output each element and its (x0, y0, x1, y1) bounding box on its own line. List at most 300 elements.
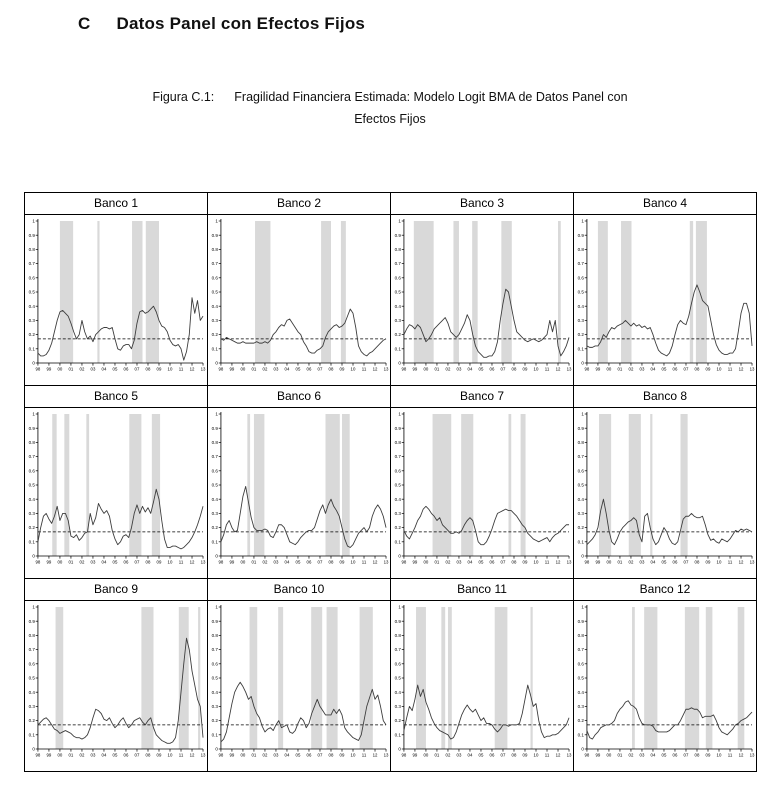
x-tick-label: 99 (595, 366, 601, 372)
x-tick-label: 03 (273, 366, 279, 372)
y-tick-label: 0.9 (211, 618, 218, 624)
x-tick-label: 06 (672, 752, 678, 758)
chart-canvas (574, 601, 756, 771)
y-tick-label: 0 (398, 553, 401, 559)
y-tick-label: 0.8 (394, 246, 401, 253)
x-tick-label: 05 (295, 559, 301, 565)
y-tick-label: 0 (398, 746, 401, 752)
chart-panel (391, 215, 574, 385)
x-tick-label: 02 (79, 752, 85, 758)
y-tick-label: 0.3 (28, 510, 35, 517)
x-tick-label: 13 (566, 752, 572, 758)
x-tick-label: 10 (350, 559, 356, 565)
shaded-band (129, 414, 141, 556)
x-tick-label: 09 (522, 366, 528, 372)
y-tick-label: 0.1 (211, 346, 218, 352)
y-tick-label: 0.6 (211, 661, 218, 667)
x-tick-label: 08 (145, 366, 151, 372)
shaded-band (441, 607, 445, 749)
x-tick-label: 99 (595, 752, 601, 758)
x-tick-label: 08 (694, 366, 700, 372)
x-tick-label: 04 (101, 366, 107, 372)
x-tick-label: 10 (533, 752, 539, 758)
x-tick-label: 10 (167, 559, 173, 565)
x-tick-label: 98 (584, 752, 590, 758)
figure-caption (24, 86, 756, 130)
x-tick-label: 11 (727, 366, 733, 372)
x-tick-label: 12 (738, 752, 744, 758)
y-tick-label: 0.8 (577, 439, 584, 446)
shaded-band (146, 221, 159, 363)
fragility-series (587, 285, 752, 356)
y-tick-label: 1 (398, 604, 401, 610)
x-tick-label: 12 (372, 752, 378, 758)
y-tick-label: 0.6 (577, 661, 584, 667)
x-tick-label: 05 (478, 559, 484, 565)
shaded-band (152, 414, 160, 556)
x-tick-label: 12 (555, 752, 561, 758)
y-tick-label: 1 (215, 604, 218, 610)
x-tick-label: 04 (467, 366, 473, 372)
x-tick-label: 01 (251, 559, 257, 565)
x-tick-label: 08 (328, 559, 334, 565)
chart-canvas (208, 408, 390, 578)
shaded-band (448, 607, 452, 749)
x-tick-label: 03 (456, 752, 462, 758)
x-tick-label: 04 (284, 559, 290, 565)
y-tick-label: 0.4 (394, 689, 401, 695)
fragility-series (587, 499, 752, 544)
x-tick-label: 05 (112, 559, 118, 565)
x-tick-label: 08 (511, 559, 517, 565)
y-tick-label: 0.5 (577, 675, 584, 681)
x-tick-label: 06 (489, 752, 495, 758)
y-tick-label: 0.9 (28, 618, 35, 624)
y-tick-label: 0.9 (394, 618, 401, 624)
y-tick-label: 0.8 (28, 439, 35, 446)
y-tick-label: 0 (32, 360, 35, 366)
x-tick-label: 09 (339, 366, 345, 372)
y-tick-label: 0.5 (28, 482, 35, 488)
x-tick-label: 00 (423, 366, 429, 372)
y-tick-label: 0.2 (211, 525, 218, 531)
x-tick-label: 05 (661, 366, 667, 372)
x-tick-label: 99 (595, 559, 601, 565)
x-tick-label: 09 (705, 559, 711, 565)
shaded-band (599, 414, 611, 556)
shaded-band (311, 607, 322, 749)
x-tick-label: 06 (489, 559, 495, 565)
y-tick-label: 0.5 (394, 289, 401, 295)
y-tick-label: 0.7 (577, 261, 584, 267)
panel-title: Banco 1 (25, 192, 208, 215)
y-tick-label: 1 (398, 218, 401, 224)
x-tick-label: 03 (90, 752, 96, 758)
x-tick-label: 98 (218, 559, 224, 565)
x-tick-label: 13 (200, 559, 206, 565)
shaded-band (472, 221, 477, 363)
x-tick-label: 02 (79, 559, 85, 565)
fragility-series (404, 506, 569, 544)
chart-panel (25, 601, 208, 771)
panel-title: Banco 2 (208, 192, 391, 215)
y-tick-label: 0.9 (394, 425, 401, 431)
x-tick-label: 00 (57, 752, 63, 758)
shaded-band (690, 221, 693, 363)
x-tick-label: 02 (79, 366, 85, 372)
x-tick-label: 03 (456, 366, 462, 372)
x-tick-label: 98 (218, 366, 224, 372)
x-tick-label: 99 (412, 752, 418, 758)
x-tick-label: 02 (262, 559, 268, 565)
y-tick-label: 0.8 (211, 632, 218, 639)
shaded-band (706, 607, 713, 749)
y-tick-label: 0.2 (394, 718, 401, 724)
section-heading (78, 14, 365, 34)
shaded-band (60, 221, 73, 363)
shaded-band (453, 221, 458, 363)
x-tick-label: 09 (339, 559, 345, 565)
y-tick-label: 0.4 (28, 496, 35, 502)
shaded-band (501, 221, 511, 363)
x-tick-label: 98 (401, 366, 407, 372)
y-tick-label: 0.2 (577, 525, 584, 531)
x-tick-label: 99 (229, 366, 235, 372)
x-tick-label: 01 (251, 366, 257, 372)
y-tick-label: 0.8 (28, 632, 35, 639)
y-tick-label: 0.5 (394, 482, 401, 488)
x-tick-label: 13 (200, 366, 206, 372)
y-tick-label: 0 (581, 746, 584, 752)
y-tick-label: 0.4 (28, 689, 35, 695)
x-tick-label: 09 (339, 752, 345, 758)
y-tick-label: 0.3 (28, 317, 35, 324)
shaded-band (325, 414, 339, 556)
shaded-band (247, 414, 250, 556)
y-tick-label: 0.7 (577, 647, 584, 653)
y-tick-label: 1 (32, 604, 35, 610)
y-tick-label: 0.9 (577, 425, 584, 431)
y-tick-label: 0.8 (577, 632, 584, 639)
x-tick-label: 11 (361, 752, 367, 758)
y-tick-label: 1 (32, 411, 35, 417)
y-tick-label: 0.7 (211, 647, 218, 653)
x-tick-label: 09 (156, 366, 162, 372)
x-tick-label: 10 (350, 366, 356, 372)
y-tick-label: 0.6 (211, 275, 218, 281)
shaded-band (179, 607, 189, 749)
section-letter: C (78, 14, 91, 33)
y-tick-label: 0 (581, 553, 584, 559)
y-tick-label: 0.1 (28, 346, 35, 352)
x-tick-label: 05 (661, 752, 667, 758)
y-tick-label: 0.8 (211, 246, 218, 253)
shaded-band (558, 221, 561, 363)
x-tick-label: 05 (112, 752, 118, 758)
shaded-band (327, 607, 338, 749)
y-tick-label: 0.2 (211, 332, 218, 338)
y-tick-label: 0.5 (211, 289, 218, 295)
y-tick-label: 0 (32, 553, 35, 559)
x-tick-label: 11 (178, 559, 184, 565)
y-tick-label: 0.2 (28, 718, 35, 724)
shaded-band (632, 607, 635, 749)
x-tick-label: 01 (251, 752, 257, 758)
x-tick-label: 00 (606, 366, 612, 372)
x-tick-label: 07 (500, 559, 506, 565)
x-tick-label: 10 (716, 559, 722, 565)
y-tick-label: 0 (398, 360, 401, 366)
x-tick-label: 10 (533, 366, 539, 372)
y-tick-label: 0.5 (28, 675, 35, 681)
x-tick-label: 00 (57, 559, 63, 565)
y-tick-label: 0.2 (577, 718, 584, 724)
x-tick-label: 08 (511, 752, 517, 758)
x-tick-label: 04 (284, 366, 290, 372)
y-tick-label: 0.3 (394, 317, 401, 324)
chart-canvas (574, 215, 756, 385)
y-tick-label: 0.5 (28, 289, 35, 295)
y-tick-label: 0.6 (211, 468, 218, 474)
x-tick-label: 07 (500, 366, 506, 372)
panel-title: Banco 4 (574, 192, 757, 215)
y-tick-label: 0 (215, 746, 218, 752)
x-tick-label: 06 (306, 752, 312, 758)
x-tick-label: 03 (90, 559, 96, 565)
y-tick-label: 0 (32, 746, 35, 752)
x-tick-label: 12 (189, 752, 195, 758)
x-tick-label: 09 (522, 559, 528, 565)
x-tick-label: 09 (705, 366, 711, 372)
chart-canvas (25, 215, 207, 385)
x-tick-label: 13 (749, 559, 755, 565)
x-tick-label: 06 (306, 366, 312, 372)
x-tick-label: 00 (606, 752, 612, 758)
x-tick-label: 07 (500, 752, 506, 758)
x-tick-label: 10 (716, 366, 722, 372)
x-tick-label: 02 (445, 752, 451, 758)
y-tick-label: 0.3 (577, 317, 584, 324)
chart-canvas (391, 215, 573, 385)
y-tick-label: 0.7 (28, 647, 35, 653)
y-tick-label: 0.4 (211, 496, 218, 502)
x-tick-label: 13 (749, 366, 755, 372)
y-tick-label: 0.5 (394, 675, 401, 681)
x-tick-label: 01 (434, 752, 440, 758)
y-tick-label: 0.6 (28, 275, 35, 281)
x-tick-label: 00 (423, 559, 429, 565)
x-tick-label: 03 (273, 559, 279, 565)
panel-title: Banco 10 (208, 578, 391, 601)
x-tick-label: 04 (467, 559, 473, 565)
y-tick-label: 1 (398, 411, 401, 417)
y-tick-label: 1 (581, 604, 584, 610)
figure-caption-line2: Efectos Fijos (354, 112, 426, 126)
chart-panel (391, 601, 574, 771)
x-tick-label: 01 (617, 559, 623, 565)
y-tick-label: 0.1 (28, 539, 35, 545)
y-tick-label: 0.7 (211, 261, 218, 267)
x-tick-label: 05 (478, 752, 484, 758)
x-tick-label: 00 (240, 559, 246, 565)
x-tick-label: 99 (229, 559, 235, 565)
y-tick-label: 0.8 (28, 246, 35, 253)
x-tick-label: 11 (361, 559, 367, 565)
shaded-band (86, 414, 89, 556)
y-tick-label: 1 (215, 411, 218, 417)
x-tick-label: 07 (317, 559, 323, 565)
y-tick-label: 0.1 (394, 539, 401, 545)
x-tick-label: 01 (68, 752, 74, 758)
y-tick-label: 0.2 (577, 332, 584, 338)
x-tick-label: 06 (123, 559, 129, 565)
x-tick-label: 06 (672, 559, 678, 565)
x-tick-label: 98 (218, 752, 224, 758)
x-tick-label: 07 (317, 752, 323, 758)
y-tick-label: 0.1 (394, 346, 401, 352)
x-tick-label: 09 (156, 752, 162, 758)
y-tick-label: 0.9 (211, 232, 218, 238)
y-tick-label: 1 (581, 411, 584, 417)
chart-panel (25, 408, 208, 578)
y-tick-label: 0.7 (394, 647, 401, 653)
x-tick-label: 11 (361, 366, 367, 372)
x-tick-label: 10 (167, 366, 173, 372)
figure-grid (24, 192, 757, 772)
y-tick-label: 0.3 (211, 317, 218, 324)
y-tick-label: 0.9 (577, 618, 584, 624)
x-tick-label: 06 (123, 752, 129, 758)
y-tick-label: 0.3 (577, 510, 584, 517)
x-tick-label: 11 (727, 752, 733, 758)
panel-title: Banco 8 (574, 385, 757, 408)
x-tick-label: 01 (434, 366, 440, 372)
x-tick-label: 07 (134, 366, 140, 372)
y-tick-label: 0.8 (577, 246, 584, 253)
x-tick-label: 07 (683, 366, 689, 372)
x-tick-label: 02 (262, 752, 268, 758)
y-tick-label: 0.6 (577, 275, 584, 281)
x-tick-label: 09 (705, 752, 711, 758)
x-tick-label: 02 (445, 366, 451, 372)
x-tick-label: 02 (628, 752, 634, 758)
chart-panel (574, 408, 757, 578)
y-tick-label: 0.1 (211, 539, 218, 545)
chart-canvas (25, 601, 207, 771)
section-title: Datos Panel con Efectos Fijos (116, 14, 366, 33)
chart-panel (574, 215, 757, 385)
y-tick-label: 0.4 (577, 689, 584, 695)
x-tick-label: 13 (566, 366, 572, 372)
shaded-band (531, 607, 533, 749)
shaded-band (416, 607, 426, 749)
shaded-band (56, 607, 64, 749)
x-tick-label: 06 (672, 366, 678, 372)
shaded-band (644, 607, 657, 749)
x-tick-label: 98 (401, 559, 407, 565)
y-tick-label: 0.9 (28, 232, 35, 238)
y-tick-label: 0 (581, 360, 584, 366)
x-tick-label: 00 (423, 752, 429, 758)
x-tick-label: 11 (544, 366, 550, 372)
panel-title: Banco 3 (391, 192, 574, 215)
x-tick-label: 99 (46, 366, 52, 372)
y-tick-label: 0.6 (394, 661, 401, 667)
y-tick-label: 0.9 (394, 232, 401, 238)
x-tick-label: 00 (57, 366, 63, 372)
y-tick-label: 1 (32, 218, 35, 224)
y-tick-label: 0.2 (28, 332, 35, 338)
x-tick-label: 02 (445, 559, 451, 565)
x-tick-label: 99 (412, 559, 418, 565)
x-tick-label: 04 (101, 752, 107, 758)
x-tick-label: 98 (584, 559, 590, 565)
x-tick-label: 98 (35, 559, 41, 565)
x-tick-label: 04 (284, 752, 290, 758)
x-tick-label: 00 (606, 559, 612, 565)
shaded-band (341, 221, 346, 363)
shaded-band (97, 221, 99, 363)
y-tick-label: 0.3 (577, 703, 584, 710)
panel-title: Banco 11 (391, 578, 574, 601)
chart-canvas (208, 215, 390, 385)
shaded-band (680, 414, 687, 556)
x-tick-label: 12 (372, 559, 378, 565)
y-tick-label: 0.1 (577, 539, 584, 545)
y-tick-label: 0.1 (577, 346, 584, 352)
fragility-series (404, 685, 569, 739)
y-tick-label: 0.5 (211, 675, 218, 681)
y-tick-label: 0.4 (28, 303, 35, 309)
x-tick-label: 08 (328, 366, 334, 372)
y-tick-label: 0.6 (394, 275, 401, 281)
x-tick-label: 00 (240, 752, 246, 758)
y-tick-label: 0.9 (28, 425, 35, 431)
panel-title: Banco 6 (208, 385, 391, 408)
x-tick-label: 01 (617, 366, 623, 372)
x-tick-label: 05 (478, 366, 484, 372)
shaded-band (64, 414, 69, 556)
y-tick-label: 0.5 (577, 289, 584, 295)
chart-panel (574, 601, 757, 771)
x-tick-label: 01 (68, 559, 74, 565)
y-tick-label: 0.7 (28, 261, 35, 267)
y-tick-label: 0.6 (28, 661, 35, 667)
x-tick-label: 98 (584, 366, 590, 372)
x-tick-label: 99 (46, 559, 52, 565)
y-tick-label: 0.7 (211, 454, 218, 460)
y-tick-label: 0.4 (211, 303, 218, 309)
x-tick-label: 08 (328, 752, 334, 758)
x-tick-label: 05 (295, 366, 301, 372)
x-tick-label: 02 (628, 366, 634, 372)
y-tick-label: 0.4 (211, 689, 218, 695)
y-tick-label: 0.4 (394, 303, 401, 309)
fragility-series (221, 486, 386, 547)
y-tick-label: 0 (215, 553, 218, 559)
x-tick-label: 10 (716, 752, 722, 758)
x-tick-label: 13 (200, 752, 206, 758)
x-tick-label: 07 (317, 366, 323, 372)
panel-title: Banco 12 (574, 578, 757, 601)
x-tick-label: 09 (156, 559, 162, 565)
shaded-band (198, 607, 200, 749)
x-tick-label: 05 (295, 752, 301, 758)
shaded-band (598, 221, 608, 363)
shaded-band (621, 221, 631, 363)
shaded-band (52, 414, 56, 556)
fragility-series (221, 309, 386, 356)
